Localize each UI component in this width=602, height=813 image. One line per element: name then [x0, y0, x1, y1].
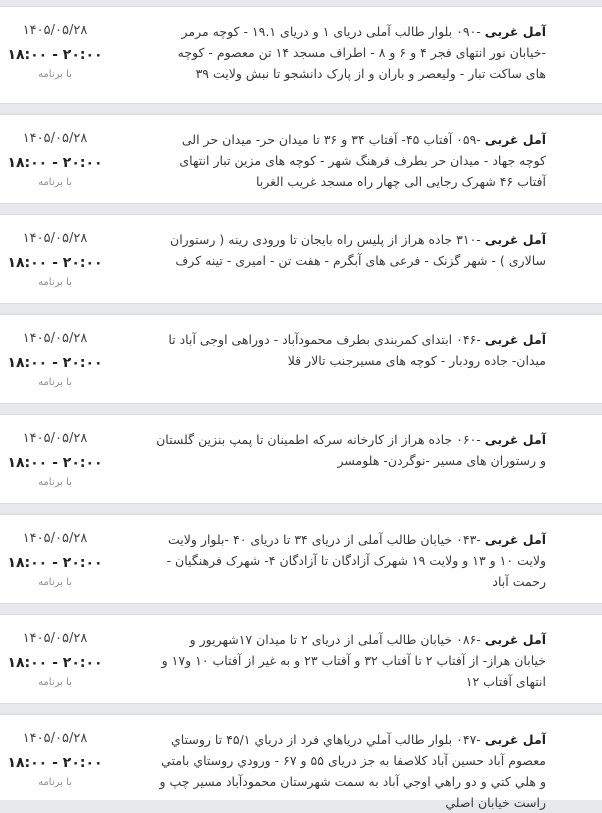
outage-meta: [0, 115, 110, 188]
outage-description: [154, 429, 546, 471]
outage-card[interactable]: [0, 214, 602, 304]
outage-description: [154, 629, 546, 692]
outage-areas: -۰۴۶ ابتدای کمربندی بطرف محمودآباد - دوراهی اوجی آباد تا میدان- جاده رودبار - کوچه های مسیرجنب تالار قلا: [168, 332, 546, 368]
outage-date: ۱۴۰۵/۰۵/۲۸: [22, 631, 88, 646]
outage-time: ۱۸:۰۰ - ۲۰:۰۰: [7, 755, 103, 771]
region-label: آمل غربی: [484, 332, 546, 347]
status-badge: با برنامه: [38, 69, 72, 80]
outage-description: [154, 21, 546, 84]
outage-time: ۱۸:۰۰ - ۲۰:۰۰: [7, 555, 103, 571]
outage-time: ۱۸:۰۰ - ۲۰:۰۰: [7, 355, 103, 371]
region-label: آمل غربی: [484, 432, 546, 447]
outage-meta: [0, 615, 110, 688]
outage-description: [154, 729, 546, 813]
region-label: آمل غربی: [484, 132, 546, 147]
outage-meta: [0, 515, 110, 588]
outage-meta: [0, 715, 110, 788]
region-label: آمل غربی: [484, 732, 546, 747]
outage-date: ۱۴۰۵/۰۵/۲۸: [22, 231, 88, 246]
outage-description: [154, 529, 546, 592]
outage-card[interactable]: [0, 614, 602, 704]
outage-time: ۱۸:۰۰ - ۲۰:۰۰: [7, 255, 103, 271]
outage-description: [154, 229, 546, 271]
outage-areas: -۰۴۳ خیابان طالب آملی از دریای ۳۴ تا دریای ۴۰ -بلوار ولایت ولایت ۱۰ و ۱۳ و ولایت ۱۹ شهرک آزادگان تا آزادگان ۴- شهرک فرهنگیان - رحمت آباد: [166, 532, 546, 589]
outage-date: ۱۴۰۵/۰۵/۲۸: [22, 431, 88, 446]
outage-card[interactable]: [0, 414, 602, 504]
outage-meta: [0, 7, 110, 80]
outage-time: ۱۸:۰۰ - ۲۰:۰۰: [7, 47, 103, 63]
outage-date: ۱۴۰۵/۰۵/۲۸: [22, 23, 88, 38]
region-label: آمل غربی: [484, 532, 546, 547]
outage-date: ۱۴۰۵/۰۵/۲۸: [22, 331, 88, 346]
outage-time: ۱۸:۰۰ - ۲۰:۰۰: [7, 455, 103, 471]
outage-card[interactable]: [0, 6, 602, 104]
region-label: آمل غربی: [484, 232, 546, 247]
outage-card[interactable]: [0, 714, 602, 810]
status-badge: با برنامه: [38, 577, 72, 588]
outage-meta: [0, 415, 110, 488]
status-badge: با برنامه: [38, 377, 72, 388]
status-badge: با برنامه: [38, 777, 72, 788]
outage-meta: [0, 315, 110, 388]
outage-card[interactable]: [0, 114, 602, 204]
status-badge: با برنامه: [38, 177, 72, 188]
status-badge: با برنامه: [38, 677, 72, 688]
outage-card[interactable]: [0, 514, 602, 604]
outage-meta: [0, 215, 110, 288]
outage-time: ۱۸:۰۰ - ۲۰:۰۰: [7, 155, 103, 171]
outage-card[interactable]: [0, 314, 602, 404]
status-badge: با برنامه: [38, 477, 72, 488]
status-badge: با برنامه: [38, 277, 72, 288]
region-label: آمل غربی: [484, 632, 546, 647]
outage-areas: -۳۱۰ جاده هراز از پلیس راه بایجان تا ورودی رینه ( رستوران سالاری ) - شهر گزنک - فرعی های آبگرم - هفت تن - امیری - تینه کرف: [170, 232, 546, 268]
outage-date: ۱۴۰۵/۰۵/۲۸: [22, 131, 88, 146]
outage-areas: -۰۵۹ آفتاب ۴۵- آفتاب ۳۴ و ۳۶ تا میدان حر- میدان حر الی کوچه جهاد - میدان حر بطرف فرهنگ شهر - کوچه های مزین تبار انتهای آفتاب ۴۶ شهرک رجایی الی چهار راه مسجد غریب الغربا: [179, 132, 546, 189]
region-label: آمل غربی: [484, 24, 546, 39]
outage-areas: -۰۴۷ بلوار طالب آملي درياهاي فرد از درياي ۴۵/۱ تا روستاي معصوم آباد حسین آباد کلاصفا به جز دریای ۵۵ و ۶۷ - ورودي روستاي بامتي و هلي کتي و دو راهي اوجي آباد به سمت شهرستان محمودآباد مسیر چپ و راست خیابان اصلي: [159, 732, 546, 810]
outage-date: ۱۴۰۵/۰۵/۲۸: [22, 731, 88, 746]
outage-description: [154, 329, 546, 371]
outage-areas: -۰۶۰ جاده هراز از کارخانه سرکه اطمینان تا پمپ بنزین گلستان و رستوران های مسیر -نوگردن- هلومسر: [156, 432, 546, 468]
outage-time: ۱۸:۰۰ - ۲۰:۰۰: [7, 655, 103, 671]
outage-areas: -۰۸۶ خیابان طالب آملی از دریای ۲ تا میدان ۱۷شهریور و خیابان هراز- از آفتاب ۲ تا آفتاب ۳۲ و آفتاب ۲۳ و به غیر از آفتاب ۱۰ و۱۷ و انتهای آفتاب ۱۲: [161, 632, 546, 689]
outage-date: ۱۴۰۵/۰۵/۲۸: [22, 531, 88, 546]
outage-areas: -۰۹۰ بلوار طالب آملی دریای ۱ و دریای ۱۹.۱ - کوچه مرمر -خیابان نور انتهای فجر ۴ و ۶ و ۸ - اطراف مسجد ۱۴ تن معصوم - کوچه های ساکت تبار - ولیعصر و باران و از پارک دانشجو تا نبش ولایت ۳۹: [177, 24, 546, 81]
outage-description: [154, 129, 546, 192]
